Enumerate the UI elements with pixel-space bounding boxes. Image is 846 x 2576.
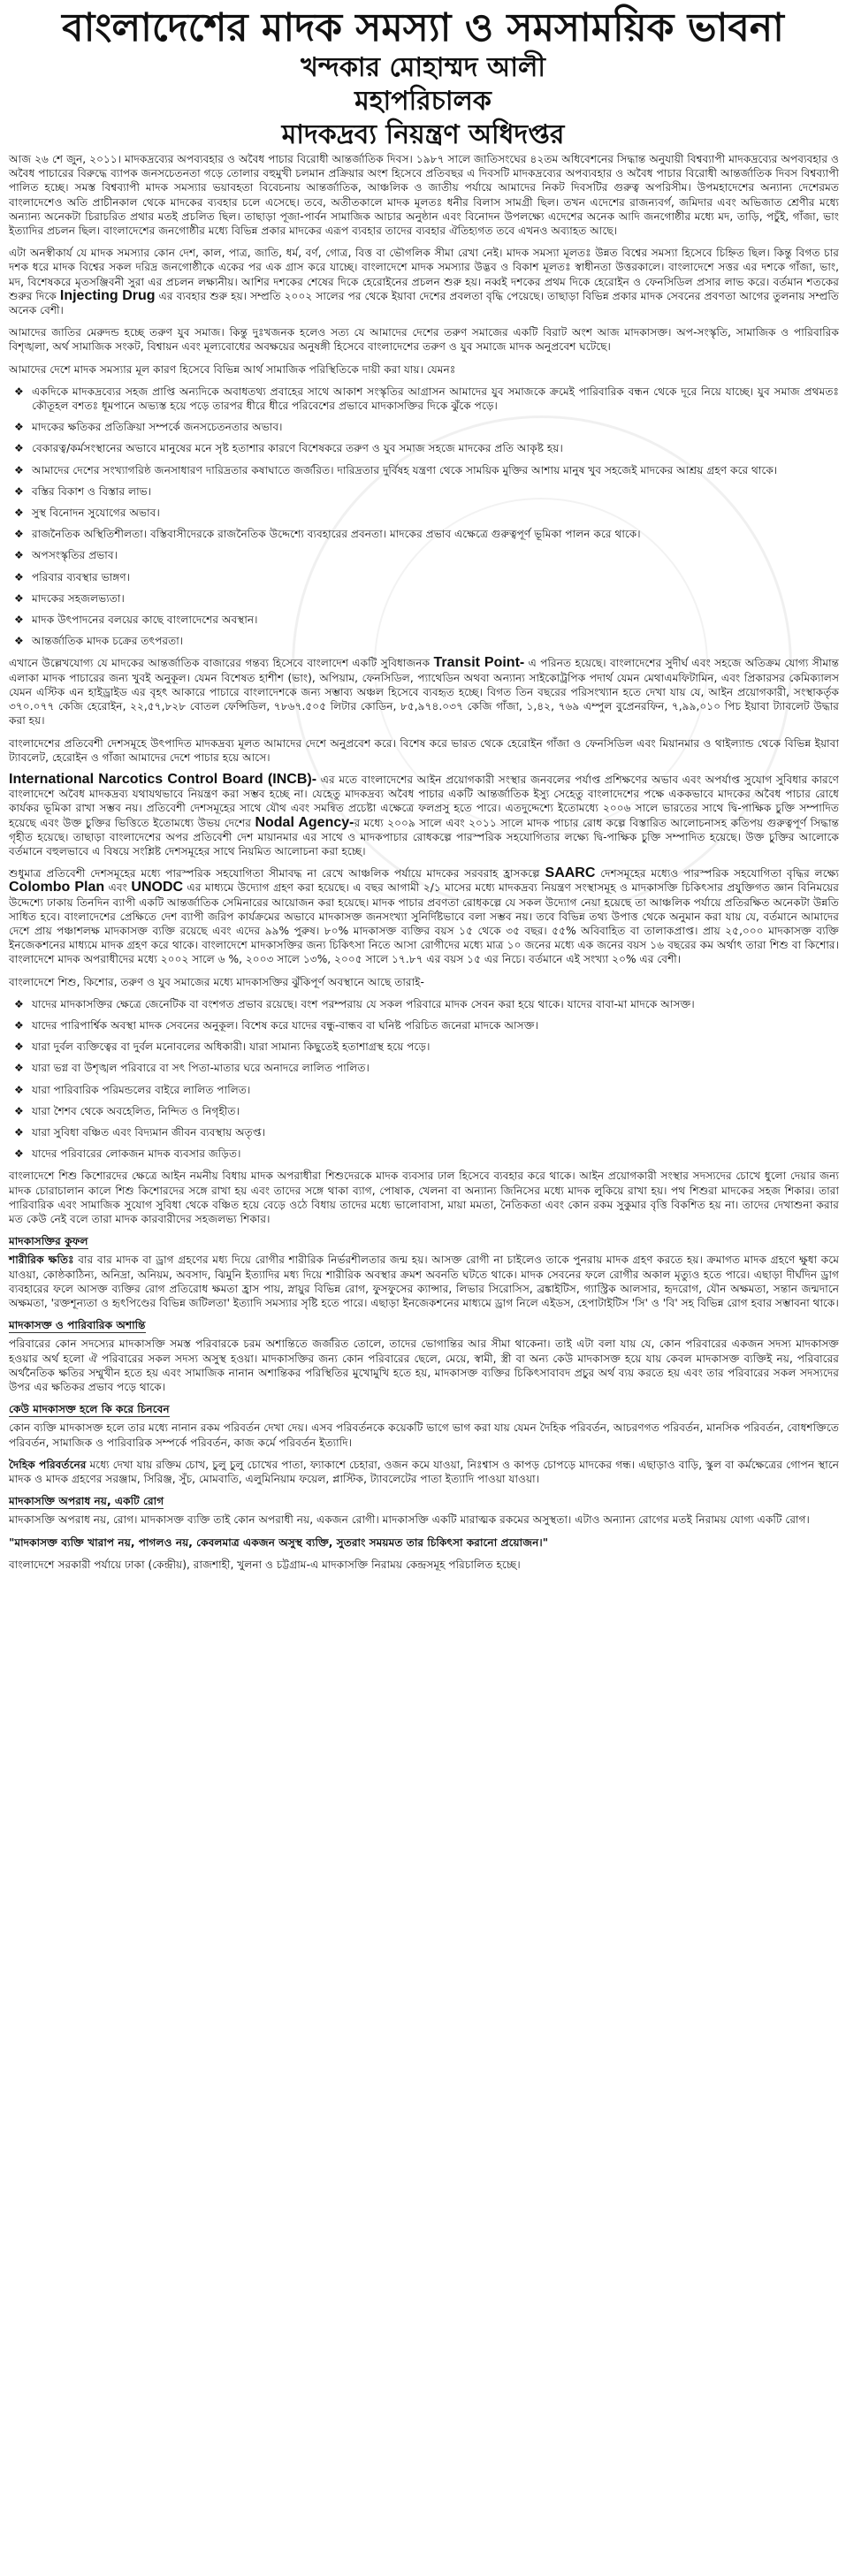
paragraph-identify: কোন ব্যক্তি মাদকাসক্ত হলে তার মধ্যে নানান রকম পরিবর্তন দেখা দেয়। এসব পরিবর্তনকে কয়েকটি ভাগে ভাগ করা যায় যেমন দৈহিক পরিবর্তন, আচরণগত পরিবর্তন, মানসিক পরিবর্তন, বোধশক্তিতে পরিবর্তন, সামাজিক ও পারিবারিক সম্পর্কে পরিবর্তন, কাজ কর্মে পরিবর্তন ইত্যাদি। [9,1421,840,1449]
paragraph-risk-intro: বাংলাদেশে শিশু, কিশোর, তরুণ ও যুব সমাজের মধ্যে মাদকাসক্তির ঝুঁকিপূর্ণ অবস্থানে আছে তারাই- [9,975,424,988]
paragraph-physical-changes [9,1458,839,1486]
nodal-agency-term: Nodal Agency- [255,814,354,830]
list-item: ❖ বেকারত্ব/কর্মসংস্থানের অভাবে মানুষের মনে সৃষ্ট হতাশার কারণে বিশেষকরে তরুণ ও যুব সমাজ সহজে মাদকের প্রতি আকৃষ্ট হয়। [9,441,839,455]
section-heading-identify: কেউ মাদকাসক্ত হলে কি করে চিনবেন [9,1402,170,1417]
paragraph-history-part1: এটা অনস্বীকার্য যে মাদক সমস্যার কোন দেশ, কাল, পাত্র, জাতি, ধর্ম, বর্ণ, গোত্র, বিত্ত বা ভৌগলিক সীমা রেখা নেই। মাদক সমস্যা মূলতঃ উন্নত বিশ্বের সমস্যা হিসেবে চিহ্নিত ছিল। কিন্তু বিগত চার দশক ধরে মাদক বিশ্বের সকল দরিদ্র জনগোষ্ঠীকে একের পর এক গ্রাস করে যাচ্ছে। বাংলাদেশে মাদক সমস্যার উদ্ভব ও বিকাশ মূলতঃ স্বাধীনতা উত্তরকালে। বাংলাদেশে সত্তর এর দশকে গাঁজা, ভাং, মদ, বিশেষকরে মৃতসঞ্জিবনী সুরা এর প্রচলন লক্ষ্যনীয়। আশির দশকের শেষের দিকে হেরোইনের প্রচলন শুরু হয়। নব্বই দশকের প্রথম দিকে হেরোইন ও ফেনসিডিল প্রসার লাভ করে। বর্তমান শতকের শুরুর দিকে [9,247,839,302]
paragraph-causes-intro: আমাদের দেশে মাদক সমস্যার মূল কারণ হিসেবে বিভিন্ন আর্থ সামাজিক পরিস্থিতিকে দায়ী করা যায়। যেমনঃ [9,362,456,376]
paragraph-regional-part1: শুধুমাত্র প্রতিবেশী দেশসমূহের মধ্যে পারস্পরিক সহযোগিতা সীমাবদ্ধ না রেখে আঞ্চলিক পর্যায়ে মাদকের সরবরাহ হ্রাসকল্পে [9,867,540,880]
paragraph-youth: আমাদের জাতির মেরুদন্ড হচ্ছে তরুণ যুব সমাজ। কিন্তু দুঃখজনক হলেও সত্য যে আমাদের দেশের তরুণ সমাজের একটি বিরাট অংশ আজ মাদকাসক্ত। অপ-সংস্কৃতি, সামাজিক ও পারিবারিক বিশৃঙ্খলা, অর্থ সামাজিক সংকট, বিশ্বায়ন এবং মূল্যবোধের অবক্ষয়ের অনুষঙ্গী হিসেবে বাংলাদেশের তরুণ ও যুব সমাজে মাদক অনুপ্রবেশ ঘটেছে। [9,326,839,354]
quote: "মাদকাসক্ত ব্যক্তি খারাপ নয়, পাগলও নয়, কেবলমাত্র একজন অসুস্থ ব্যক্তি, সুতরাং সময়মত তার চিকিৎসা করানো প্রয়োজন।" [9,1536,549,1549]
list-item: ❖ যারা পারিবারিক পরিমন্ডলের বাইরে লালিত পালিত। [9,1083,839,1097]
list-item: ❖ মাদকের ক্ষতিকর প্রতিক্রিয়া সম্পর্কে জনসচেতনতার অভাব। [9,420,839,434]
paragraph-transit-part2: এ পরিনত হয়েছে। বাংলাদেশের সুদীর্ঘ এবং সহজে অতিক্রম যোগ্য সীমান্ত এলাকা মাদক পাচারের জন্য খুবই অনুকূল। যেমন বিশেষত হাশীশ (ভাং), অপিয়াম, ফেনসিডিল, প্যাথেডিন অথবা অন্যান্য সাইকোট্রপিক পদার্থ যেমন মেথাএমফিটামিন, এবং প্রিকারসর কেমিক্যালস যেমন এস্টিক এন হাইড্রাইড এর বৃহৎ আকারে পাচারে বাংলাদেশকে জন্য সম্ভাব্য অঞ্চল হিসেবে ব্যবহৃত হচ্ছে। বিগত তিন বছরের পরিসংখ্যান হতে দেখা যায় যে, আইন প্রয়োগকারী, সংস্থাকর্তৃক ৩৭০.০৭৭ কেজি হেরোইন, ২২,৫৭,৮২৮ বোতল ফেন্সিডিল, ৭৮৬৭.৫০৫ লিটার কোডিন, ৮৫,৯৭৪.০৩৭ কেজি গাঁজা, ১,৪২, ৭৬৯ এম্পুল বুপ্রেনরফিন, ৭,৯৯,০১০ পিচ ইয়াবা ট্যাবলেট উদ্ধার করা হয়। [9,657,840,728]
section-heading-disease: মাদকাসক্তি অপরাধ নয়, একটি রোগ [9,1494,164,1509]
article-body [0,152,846,1572]
list-item: ❖ যারা শৈশব থেকে অবহেলিত, নিন্দিত ও নিগৃহীত। [9,1104,839,1118]
list-item: ❖ মাদক উৎপাদনের বলয়ের কাছে বাংলাদেশের অবস্থান। [9,613,839,627]
list-item: ❖ একদিকে মাদকদ্রব্যের সহজ প্রাপ্তি অন্যদিকে অবাধতথ্য প্রবাহের সাথে আকাশ সংস্কৃতির আগ্রাসন আমাদের যুব সমাজকে ক্রমেই পারিবারিক বন্ধন থেকে দূরে নিয়ে যাচ্ছে। যুব সমাজ প্রথমতঃ কৌতূহল বশতঃ ধূমপানে অভ্যস্ত হয়ে পড়ে তারপর ধীরে ধীরে পরিবেশের প্রভাবে মাদকাসক্তির দিকে ঝুঁকে পড়ে। [9,385,839,413]
paragraph-incb-part1: এর মতে বাংলাদেশের আইন প্রয়োগকারী সংস্থার জনবলের পর্যাপ্ত প্রশিক্ষণের অভাব এবং অপর্যাপ্ত সুযোগ সুবিধার কারণে বাংলাদেশে অবৈধ মাদকদ্রব্য যথাযথভাবে নিয়ন্ত্রণ করা সম্ভব হচ্ছে না। যেহেতু মাদকদ্রব্য অবৈধ পাচার একটি আন্তর্জাতিক ইস্যু সেহেতু বাংলাদেশের পক্ষে এককভাবে মাদকের অবৈধ পাচার রোধে কার্যকর ভূমিকা রাখা সম্ভব নয়। প্রতিবেশী দেশসমূহের সাথে যৌথ এবং সমন্বিত প্রচেষ্টা এক্ষেত্রে ফলপ্রসু হতে পারে। এতদুদ্দেশ্যে ইতোমধ্যে ২০০৬ সালে ভারতের সাথে দ্বি-পাক্ষিক চুক্তি সম্পাদিত হয়েছে এবং উক্ত চুক্তির ভিত্তিতে ইতোমধ্যে উভয় দেশের [9,773,839,829]
paragraph-transit-part1: এখানে উল্লেখযোগ্য যে মাদকের আন্তর্জাতিক বাজারের গন্তব্য হিসেবে বাংলাদেশ একটি সুবিধাজনক [9,657,431,670]
paragraph-incb-part2: র মধ্যে ২০০৯ সালে এবং ২০১১ সালে মাদক পাচার রোধ কল্পে বিস্তারিত আলোচনাসহ কতিপয় গুরুত্বপূর্ণ সিদ্ধান্ত গৃহীত হয়েছে। তাছাড়া বাংলাদেশের অপর প্রতিবেশী দেশ মায়ানমার এর সাথে ও মাদকপাচার রোধকল্পে পারস্পরিক সহযোগিতার লক্ষ্যে দ্বি-পাক্ষিক চুক্তি সম্পাদিত হয়েছে। উক্ত চুক্তির আলোকে বর্তমানে বহুলভাবে এ বিষয়ে সংশ্লিষ্ট দেশসমূহের সাথে নিয়মিত আলোচনা করা হচ্ছে। [9,816,840,857]
injecting-drug-term: Injecting Drug [59,287,156,303]
physical-harm-label: শারীরিক ক্ষতিঃ [9,1254,74,1267]
unodc-term: UNODC [131,880,184,896]
list-item: ❖ বস্তির বিকাশ ও বিস্তার লাভ। [9,484,839,499]
paragraph-incb [9,773,839,858]
author-designation: মহাপরিচালক [354,86,492,117]
list-item: ❖ অপসংস্কৃতির প্রভাব। [9,548,839,562]
section-heading-harms: মাদকাসক্তির কুফল [9,1234,88,1249]
list-item: ❖ রাজনৈতিক অস্থিতিশীলতা। বস্তিবাসীদেরকে রাজনৈতিক উদ্দেশ্যে ব্যবহারের প্রবনতা। মাদকের প্রভাব এক্ষেত্রে গুরুত্বপূর্ণ ভূমিকা পালন করে থাকে। [9,527,839,541]
physical-changes-text: মধ্যে দেখা যায় রক্তিম চোখ, চুলু চুলু চোখের পাতা, ফ্যাকাশে চেহারা, ওজন কমে যাওয়া, নিঃশ্বাস ও কাপড় চোপড়ে মাদকের গন্ধ। এছাড়াও বাড়ি, স্কুল বা কর্মক্ষেত্রের গোপন স্থানে মাদক ও মাদক গ্রহণের সরঞ্জাম, সিরিঞ্জ, সুঁচ, মোমবাতি, এলুমিনিয়াম ফয়েল, প্লাস্টিক, ট্যাবলেটের পাতা ইত্যাদি পাওয়া যাওয়া। [9,1458,840,1486]
paragraph-children: বাংলাদেশে শিশু কিশোরদের ক্ষেত্রে আইন নমনীয় বিধায় মাদক অপরাধীরা শিশুদেরকে মাদক ব্যবসার ঢাল হিসেবে ব্যবহার করে থাকে। আইন প্রয়োগকারী সংস্থার সদস্যদের চোখে ধুলো দেয়ার জন্য মাদক চোরাচালান কালে শিশু কিশোরদের সঙ্গে রাখা হয় এবং তাদের সঙ্গে থাকা ব্যাগ, পোষাক, খেলনা বা অন্যান্য জিনিসের মধ্যে মাদক লুকিয়ে রাখা হয়। পথ শিশুরা মাদকের সহজ শিকার। তারা পারিবারিক এবং সামাজিক সুযোগ সুবিধা থেকে বঞ্চিত হয়ে বেড়ে ওঠে বিধায় তাদের মধ্যে ভালোবাসা, মায়া মমতা, নৈতিকতা এবং কোন রকম সুকুমার বৃত্তি বিকশিত হয় না। তাদের দেখাশুনা করার মত কেউ নেই বলে তারা মাদক কারবারীদের সহজলভ্য শিকার। [9,1170,839,1225]
header [0,0,846,152]
list-item: ❖ যাদের পরিবারের লোকজন মাদক ব্যবসার জড়িত। [9,1147,839,1161]
section-heading-family: মাদকাসক্ত ও পারিবারিক অশান্তি [9,1318,146,1333]
paragraph-history-part2: এর ব্যবহার শুরু হয়। সম্প্রতি ২০০২ সালের পর থেকে ইয়াবা দেশের প্রবলতা বৃদ্ধি পেয়েছে। তাছাড়া বিভিন্ন প্রকার মাদক সেবনের প্রবণতা আগের তুলনায় সম্প্রতি অনেক বেশী। [9,289,840,317]
list-item: ❖ মাদকের সহজলভ্যতা। [9,591,839,606]
paragraph-regional-part2: দেশসমূহের মধ্যেও পারস্পরিক সহযোগিতা বৃদ্ধির লক্ষ্যে [600,867,839,880]
list-item: ❖ যারা দুর্বল ব্যক্তিত্বের বা দুর্বল মনোবলের অধিকারী। যারা সামান্য কিছুতেই হতাশাগ্রস্থ হয়ে পড়ে। [9,1040,839,1054]
incb-term: International Narcotics Control Board (INCB)- [9,771,317,787]
list-item: ❖ যাদের মাদকাসক্তির ক্ষেত্রে জেনেটিক বা বংশগত প্রভাব রয়েছে। বংশ পরম্পরায় যে সকল পরিবারে মাদক সেবন করা হয়ে থাকে। যাদের বাবা-মা মাদকে আসক্ত। [9,997,839,1011]
paragraph-history [9,246,839,317]
colombo-plan-term: Colombo Plan [9,880,105,896]
paragraph-regional-and: এবং [108,881,127,895]
saarc-term: SAARC [545,865,596,881]
author-name: খন্দকার মোহাম্মদ আলী [301,52,545,83]
physical-changes-label: দৈহিক পরিবর্তনের [9,1458,87,1471]
paragraph-physical-harm [9,1253,839,1310]
page-title: বাংলাদেশের মাদক সমস্যা ও সমসাময়িক ভাবনা [62,5,784,50]
paragraph-centers: বাংলাদেশে সরকারী পর্যায়ে ঢাকা (কেন্দ্রীয়), রাজশাহী, খুলনা ও চট্টগ্রাম-এ মাদকাসক্তি নিরাময় কেন্দ্রসমূহ পরিচালিত হচ্ছে। [9,1558,521,1571]
causes-list [9,385,839,649]
transit-point-term: Transit Point- [433,655,525,671]
paragraph-intro: আজ ২৬ শে জুন, ২০১১। মাদকদ্রব্যের অপব্যবহার ও অবৈধ পাচার বিরোধী আন্তর্জাতিক দিবস। ১৯৮৭ সালে জাতিসংঘের ৪২তম অধিবেশনের সিদ্ধান্ত অনুযায়ী বিশ্বব্যাপী মাদকদ্রব্যের অপব্যবহার ও অবৈধ পাচারের বিরুদ্ধে ব্যাপক জনসচেতনতা গড়ে তোলার বহুমুখী চলমান প্রক্রিয়ার অংশ হিসেবে প্রতিবছর এ দিবসটি মাদকদ্রব্যের অপব্যবহার ও অবৈধ পাচার বিরোধী আন্তর্জাতিক দিবস বিশ্বব্যাপী পালিত হচ্ছে। সমস্ত বিশ্বব্যাপী মাদক সমস্যার ভয়াবহতা বিবেচনায় আন্তর্জাতিক, আঞ্চলিক ও জাতীয় পর্যায়ে আমাদের নিকট দিবসটির গুরুত্ব অপরিসীম। উপমহাদেশের অন্যান্য দেশেরমত বাংলাদেশেও অতি প্রাচীনকাল থেকে মাদকের ব্যবহার চলে এসেছে। তবে, অতীতকালে মাদক মূলতঃ ধনীর বিলাস সামগ্রী ছিল। তখন এদেশের রাজন্যবর্গ, জমিদার এবং অভিজাত শ্রেণীর মধ্যে অন্যান্য অনেকটা চিরাচরিত প্রথার মতই প্রচলিত ছিল। তাছাড়া পূজা-পার্বন সামাজিক আচার অনুষ্ঠান এবং বিনোদন উপলক্ষ্যে এদেশের অনেক আদি জনগোষ্ঠীর মধ্যে মদ, তাড়ি, পচুঁই, গাঁজা, ভাং ইত্যাদির প্রচলন ছিল। বাংলাদেশের জনগোষ্ঠীর মধ্যে বিভিন্ন প্রকার মাদকের এরূপ ব্যবহার তাদের ব্যবহার ঐতিহ্যগত তবে এখনও অব্যাহত আছে। [9,153,839,238]
list-item: ❖ যাদের পারিপার্শ্বিক অবস্থা মাদক সেবনের অনুকূল। বিশেষ করে যাদের বন্ধু-বান্ধব বা ঘনিষ্ট পরিচিত জনেরা মাদকে আসক্ত। [9,1018,839,1033]
paragraph-neighbors: বাংলাদেশের প্রতিবেশী দেশসমূহে উৎপাদিত মাদকদ্রব্য মূলত আমাদের দেশে অনুপ্রবেশ করে। বিশেষ করে ভারত থেকে হেরোইন গাঁজা ও ফেনসিডিল এবং মিয়ানমার ও থাইল্যান্ড থেকে বিভিন্ন ইয়াবা ট্যাবলেট, হেরোইন ও গাঁজা আমাদের দেশে পাচার হয়ে আসে। [9,736,839,764]
physical-harm-text: বার বার মাদক বা ড্রাগ গ্রহণের মধ্য দিয়ে রোগীর শারীরিক নির্ভরশীলতার জন্ম হয়। আসক্ত রোগী না চাইলেও তাকে পুনরায় মাদক গ্রহণ করতে হয়। ক্রমাগত মাদক গ্রহণে ক্ষুধা কমে যাওয়া, কোষ্ঠকাঠিন্য, অনিদ্রা, অনিয়ম, অবসাদ, ঝিমুনি ইত্যাদির মধ্য দিয়ে শারীরিক অবস্থার ক্রমশ অবনতি ঘটতে থাকে। মাদক সেবনের ফলে রোগীর অকাল মৃত্যুও হতে পারে। এছাড়া দীর্ঘদিন ড্রাগ ব্যবহারের ফলে আসক্ত ব্যক্তির রোগ প্রতিরোধ ক্ষমতা হ্রাস পায়, স্নায়ুর বিভিন্ন রোগ, ফুসফুসের ক্যান্সার, লিভার সিরোসিস, ব্রঙ্কাইটিস, গ্যাস্ট্রিক আলসার, হৃদরোগ, যৌন অক্ষমতা, সন্তান জন্মদানে অক্ষমতা, 'রক্তশূন্যতা ও হৃৎপিণ্ডের বিভিন্ন জটিলতা' ইত্যাদি সমস্যার সৃষ্টি হতে পারে। এছাড়া ইনজেকশনের মাধ্যমে ড্রাগ নিলে এইডস, হেপাটাইটিস 'সি' ও 'বি' সহ বিভিন্ন রোগ হবার সম্ভাবনা থাকে। [9,1254,839,1309]
risk-groups-list [9,997,839,1162]
paragraph-family: পরিবারের কোন সদস্যের মাদকাসক্তি সমস্ত পরিবারকে চরম অশান্তিতে জর্জরিত তোলে, তাদের ভোগান্তির আর সীমা থাকেনা। তাই এটা বলা যায় যে, কোন পরিবারের একজন সদস্য মাদকাসক্ত হওয়ার অর্থ হলো ঐ পরিবারের সকল সদস্য অসুস্থ হওয়া। মাদকাসক্তির জন্য কোন পরিবারের ছেলে, মেয়ে, স্বামী, স্ত্রী বা অন্য কেউ মাদকাসক্ত হয়ে যায় কেবল মাদকাসক্ত ব্যক্তিই নয়, পরিবারের অর্থনৈতিক ক্ষতির সম্মুখীন হতে হয় এবং সামাজিক নানান অশান্তিকর পরিস্থিতির মুখোমুখি হতে হয়, মাদকাসক্ত ব্যক্তির চিকিৎসাবাবদ প্রচুর অর্থ ব্যয় করতে হয় এবং তার পরিবারের সকল সদস্যদের উপর এর ক্ষতিকর প্রভাব পড়ে থাকে। [9,1338,839,1394]
list-item: ❖ সুস্থ বিনোদন সুযোগের অভাব। [9,506,839,520]
paragraph-regional [9,866,839,966]
list-item: ❖ যারা সুবিধা বঞ্চিত এবং বিদ্যমান জীবন ব্যবস্থায় অতৃপ্ত। [9,1125,839,1139]
paragraph-transit [9,656,839,728]
list-item: ❖ পরিবার ব্যবস্থার ভাঙ্গণ। [9,570,839,584]
list-item: ❖ আন্তর্জাতিক মাদক চক্রের তৎপরতা। [9,634,839,648]
author-department: মাদকদ্রব্য নিয়ন্ত্রণ অধিদপ্তর [281,119,565,150]
list-item: ❖ আমাদের দেশের সংখ্যাগরিষ্ঠ জনসাধারণ দারিদ্রতার কষাঘাতে জর্জরিত। দারিদ্রতার দুর্বিষহ যন্ত্রণা থেকে সাময়িক মুক্তির আশায় মানুষ খুব সহজেই মাদকের আশ্রয় গ্রহণ করে থাকে। [9,463,839,477]
paragraph-disease: মাদকাসক্তি অপরাধ নয়, রোগ। মাদকাসক্ত ব্যক্তি তাই কোন অপরাধী নয়, একজন রোগী। মাদকাসক্তি একটি মারাত্মক রকমের অসুস্থতা। এটাও অন্যান্য রোগের মতই নিরাময় যোগ্য একটি রোগ। [9,1513,810,1527]
list-item: ❖ যারা ভগ্ন বা উশৃঙ্খল পরিবারে বা সৎ পিতা-মাতার ঘরে অনাদরে লালিত পালিত। [9,1061,839,1075]
paragraph-regional-part3: এর মাধ্যমে উদ্যোগ গ্রহণ করা হয়েছে। এ বছর আগামী ২/১ মাসের মধ্যে মাদকদ্রব্য নিয়ন্ত্রণ সংস্থাসমূহ ও মাদকাসক্তি চিকিৎসার প্রযুক্তিগত জ্ঞান বিনিময়ের উদ্দেশ্যে ঢাকায় তিনদিন ব্যাপী একটি আন্তর্জাতিক সেমিনারের আয়োজন করা হয়েছে। মাদক পাচার প্রবণতা রোধকল্পে যে সকল উদ্যোগ নেয়া হয়েছে তা আঞ্চলিক পর্যায়ে প্রতিরক্ষিত অনেকটা উন্নতি সাধিত হবে। বাংলাদেশের প্রেক্ষিতে দেশ ব্যাপী জরিপ কার্যক্রমের অভাবে মাদকাসক্ত জনসংখ্যা সুনির্দিষ্টভাবে বলা সম্ভব নয়। তবে বিভিন্ন তথ্য উপাত্ত থেকে অনুমান করা যায় যে, বর্তমানে আমাদের দেশে প্রায় পঞ্চাশলক্ষ মাদকাসক্ত ব্যক্তি রয়েছে এবং এদের ৯৯% পুরুষ। ৮০% মাদকাসক্ত ব্যক্তির বয়স ১৫ থেকে ৩৫ বছর। ৫৫% অবিবাহিত বা তালাকপ্রাপ্ত। প্রায় ২৫,০০০ মাদকাসক্ত ব্যক্তি ইনজেকশনের মাধ্যমে মাদক গ্রহণ করে থাকে। বাংলাদেশে মাদকাসক্তির জন্য চিকিৎসা নিতে আসা রোগীদের মধ্যে মাত্র ১০ জনের মধ্যে এক জনের বয়স ১৬ বছরের কম অর্থাৎ তারা শিশু বা কিশোর। বাংলাদেশে মাদক অপরাধীদের মধ্যে ২০০২ সালে ৬ %, ২০০৩ সালে ১৩%, ২০০৫ সালে ১৭.৮৭ এর বয়স ১৫ এর নিচে। বর্তমানে এই সংখ্যা ২০% এর বেশী। [9,881,840,966]
